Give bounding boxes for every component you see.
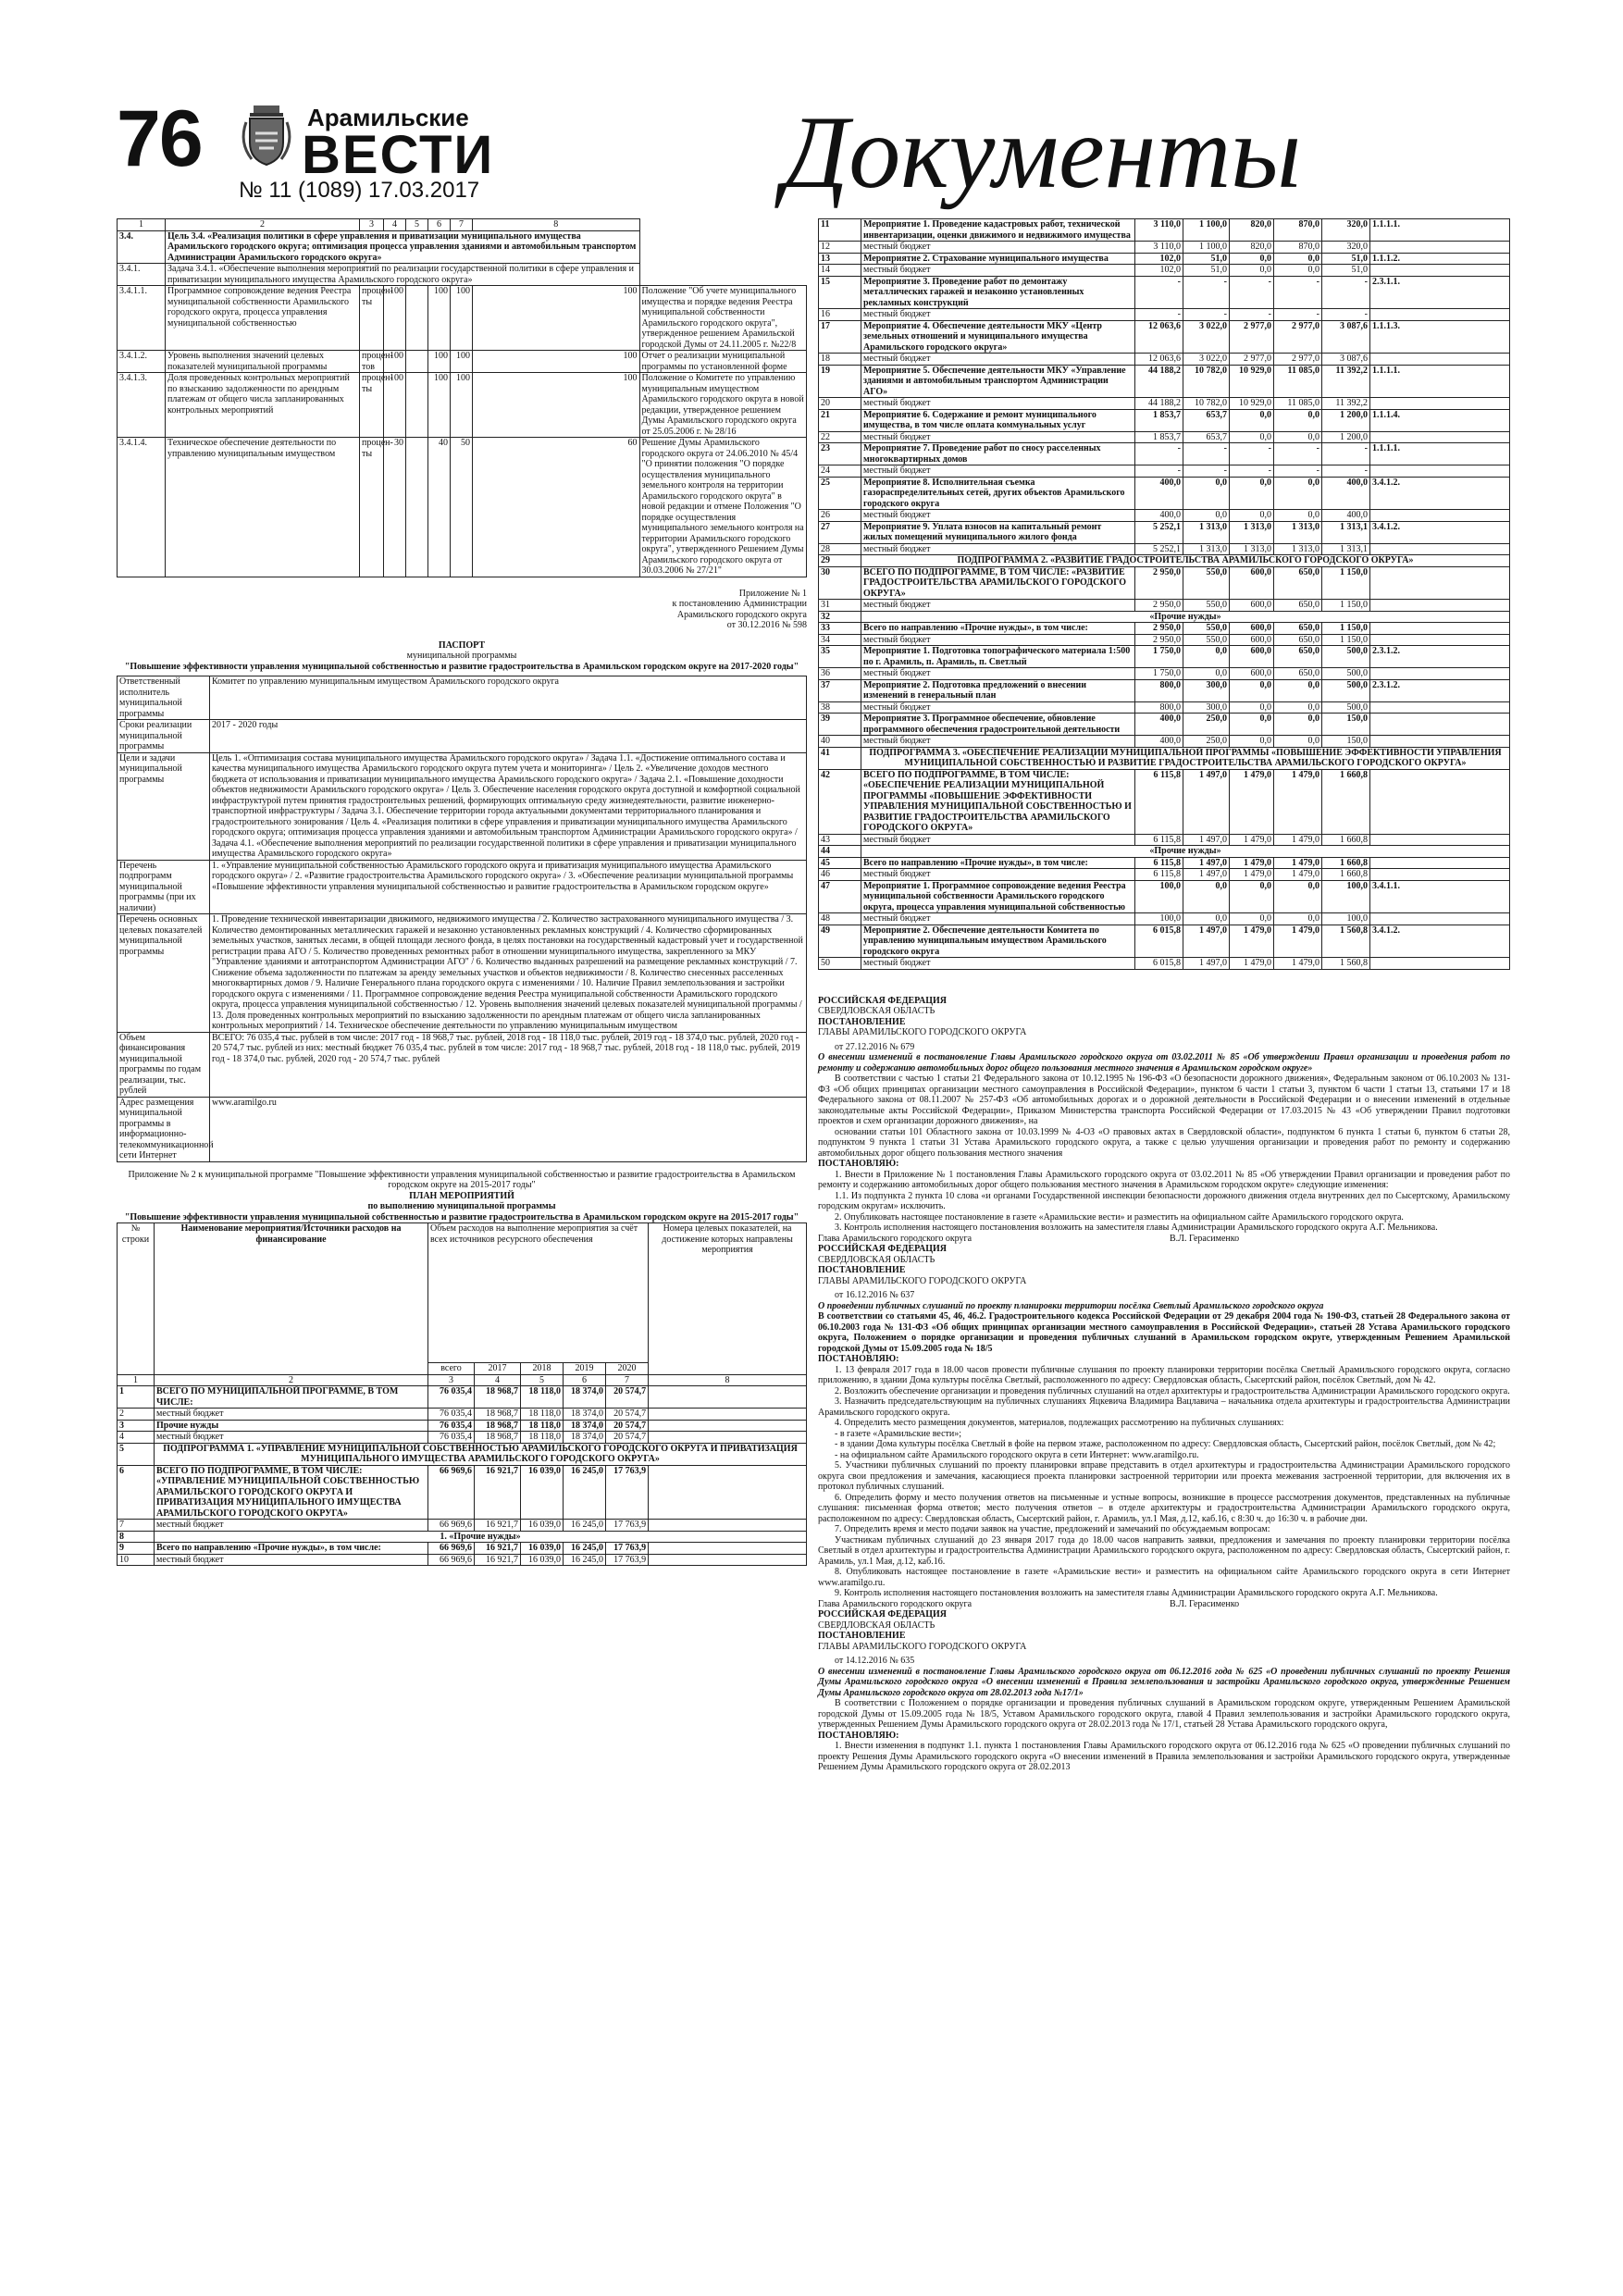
target-row: 3.4.1. Задача 3.4.1. «Обеспечение выполнения мероприятий по реализации государственной политики в сфере управления и приватизации муниципального имущества Арамильского городского округа» <box>118 264 807 286</box>
plan-colnum-row: 1 2 3 4 5 6 7 8 <box>118 1374 807 1386</box>
appendix2-note: Приложение № 2 к муниципальной программе "Повышение эффективности управления муниципальной собственностью и развитие градостроительства в Арамильском городском округе на 2015-2017 годы" <box>128 1169 796 1190</box>
plan-row: 29 ПОДПРОГРАММА 2. «РАЗВИТИЕ ГРАДОСТРОИТЕЛЬСТВА АРАМИЛЬСКОГО ГОРОДСКОГО ОКРУГА» <box>819 555 1510 567</box>
plan-row: 16 местный бюджет - - - - - <box>819 309 1510 321</box>
passport-row: Перечень подпрограмм муниципальной программы (при их наличии) 1. «Управление муниципальной собственностью Арамильского городского округа и приватизация муниципального имущества Арамильского городского округа» / 2. «Развитие градостроительства Арамильского городского округа» / 3. «Обеспечение реализации муниципальной программы «Повышение эффективности управления муниципальной собственностью и развитие градостроительства в Арамильском городском округе» <box>118 860 807 914</box>
decree-635: РОССИЙСКАЯ ФЕДЕРАЦИЯ СВЕРДЛОВСКАЯ ОБЛАСТЬ ПОСТАНОВЛЕНИЕ ГЛАВЫ АРАМИЛЬСКОГО ГОРОДСКОГО ОКРУГА от 14.12.2016 № 635 О внесении изменений в постановление Главы Арамильского городского округа от 06.12.2016 года № 625 «О проведении публичных слушаний по проекту Решения Думы Арамильского городского округа «О внесении изменений в Правила землепользования и застройки Арамильского городского округа, утвержденные Решением Думы Арамильского городского округа от 28.02.2013 года №17/1» В соответствии с Положением о порядке организации и проведения публичных слушаний в Арамильском городском округе, утвержденным Решением Арамильской городской Думы от 15.09.2005 года № 18/5, Уставом Арамильского городского округа, главой 4 Правил землепользования и застройки Арамильского городского округа, утвержденных Решением Думы Арамильского городского округа от 28.02.2013 года № 17/1, статьей 28 Устава Арамильского городского округа, ПОСТАНОВЛЯЮ: 1. Внести изменения в подпункт 1.1. пункта 1 постановления Главы Арамильского городского округа от 06.12.2016 года № 625 «О проведении публичных слушаний по проекту Решения Думы Арамильского городского округа «О внесении изменений в Правила землепользования и застройки Арамильского городского округа, утвержденные Решением Думы Арамильского городского округа от 28.02.2013 <box>818 1609 1510 1772</box>
section-title: Документы <box>783 95 1302 210</box>
plan-row: 42 ВСЕГО ПО ПОДПРОГРАММЕ, В ТОМ ЧИСЛЕ: «ОБЕСПЕЧЕНИЕ РЕАЛИЗАЦИИ МУНИЦИПАЛЬНОЙ ПРОГРАММЫ «ПОВЫШЕНИЕ ЭФФЕКТИВНОСТИ УПРАВЛЕНИЯ МУНИЦИПАЛЬНОЙ СОБСТВЕННОСТЬЮ И РАЗВИТИЕ ГРАДОСТРОИТЕЛЬСТВА АРАМИЛЬСКОГО ГОРОДСКОГО ОКРУГА» 6 115,8 1 497,0 1 479,0 1 479,0 1 660,8 <box>819 769 1510 834</box>
plan-row: 11 Мероприятие 1. Проведение кадастровых работ, технической инвентаризации, оценки движимого и недвижимого имущества 3 110,0 1 100,0 820,0 870,0 320,0 1.1.1.1. <box>819 219 1510 242</box>
plan-row: 2 местный бюджет 76 035,4 18 968,7 18 118,0 18 374,0 20 574,7 <box>118 1409 807 1421</box>
plan-table-left <box>117 1222 807 1566</box>
decree-679: РОССИЙСКАЯ ФЕДЕРАЦИЯ СВЕРДЛОВСКАЯ ОБЛАСТЬ ПОСТАНОВЛЕНИЕ ГЛАВЫ АРАМИЛЬСКОГО ГОРОДСКОГО ОКРУГА от 27.12.2016 № 679 О внесении изменений в постановление Главы Арамильского городского округа от 03.02.2011 № 85 «Об утверждении Правил организации и проведения работ по ремонту и содержанию автомобильных дорог общего пользования местного значения в Арамильском городском округе» В соответствии с частью 1 статьи 21 Федерального закона от 10.12.1995 № 196-ФЗ «О безопасности дорожного движения», Федеральным законом от 06.10.2003 № 131-ФЗ «Об общих принципах организации местного самоуправления в Российской Федерации», пунктом 6 части 1 статьи 3, пунктом 6 части 1 статьи 13, статьями 17 и 18 Федерального закона от 08.11.2007 № 257-ФЗ «Об автомобильных дорогах и о дорожной деятельности в Российской Федерации и о внесении изменений в отдельные законодательные акты Российской Федерации», Приказом Министерства транспорта Российской Федерации от 17.03.2015 № 43 «Об утверждении Правил подготовки проектов и схем организации дорожного движения», на основании статьи 101 Областного закона от 10.03.1999 № 4-ОЗ «О правовых актах в Свердловской области», подпунктом 6 пункта 1 статьи 6, пунктом 6 статьи 28, подпунктом 9 пункта 1 статьи 31 Устава Арамильского городского округа, а также с целью улучшения организации и проведения работ по ремонту и содержанию автомобильных дорог общего пользования местного значения ПОСТАНОВЛЯЮ: 1. Внести в Приложение № 1 постановления Главы Арамильского городского округа от 03.02.2011 № 85 «Об утверждении Правил организации и проведения работ по ремонту и содержанию автомобильных дорог общего пользования местного значения в Арамильском городском округе» следующие изменения: 1.1. Из подпункта 2 пункта 10 слова «и органами Государственной инспекции безопасности дорожного движения отдела внутренних дел по Сысертскому, Арамильскому городским округам» исключить. 2. Опубликовать настоящее постановление в газете «Арамильские вести» и разместить на официальном сайте Арамильского городского округа. 3. Контроль исполнения настоящего постановления возложить на заместителя главы Администрации Арамильского городского округа А.Г. Мельникова. Глава Арамильского городского округа В.Л. Герасименко <box>818 995 1510 1244</box>
plan-row: 9 Всего по направлению «Прочие нужды», в том числе: 66 969,6 16 921,7 16 039,0 16 245,0 17 763,9 <box>118 1543 807 1555</box>
passport-subtitle: муниципальной программы <box>406 651 517 661</box>
plan-row: 26 местный бюджет 400,0 0,0 0,0 0,0 400,0 <box>819 510 1510 522</box>
plan-row: 28 местный бюджет 5 252,1 1 313,0 1 313,0 1 313,0 1 313,1 <box>819 543 1510 555</box>
plan-row: 30 ВСЕГО ПО ПОДПРОГРАММЕ, В ТОМ ЧИСЛЕ: «РАЗВИТИЕ ГРАДОСТРОИТЕЛЬСТВА АРАМИЛЬСКОГО ГОРОДСКОГО ОКРУГА» 2 950,0 550,0 600,0 650,0 1 150,0 <box>819 566 1510 600</box>
plan-row: 47 Мероприятие 1. Программное сопровождение ведения Реестра муниципальной собственности Арамильского городского округа, процесса управления муниципальной собственностью 100,0 0,0 0,0 0,0 100,0 3.4.1.1. <box>819 880 1510 913</box>
plan-row: 17 Мероприятие 4. Обеспечение деятельности МКУ «Центр земельных отношений и муниципального имущества Арамильского городского округа» 12 063,6 3 022,0 2 977,0 2 977,0 3 087,6 1.1.1.3. <box>819 320 1510 354</box>
table-header: 1 2 3 4 5 6 7 8 <box>118 219 807 231</box>
plan-row: 3 Прочие нужды 76 035,4 18 968,7 18 118,0 18 374,0 20 574,7 <box>118 1420 807 1432</box>
appendix1-note: Приложение № 1 к постановлению Администрации Арамильского городского округа от 30.12.2016 № 598 <box>672 588 807 630</box>
plan-row: 32 «Прочие нужды» <box>819 611 1510 623</box>
plan-title: ПЛАН МЕРОПРИЯТИЙ <box>409 1190 514 1201</box>
plan-row: 36 местный бюджет 1 750,0 0,0 600,0 650,0 500,0 <box>819 668 1510 680</box>
plan-row: 7 местный бюджет 66 969,6 16 921,7 16 039,0 16 245,0 17 763,9 <box>118 1520 807 1532</box>
plan-row: 44 «Прочие нужды» <box>819 846 1510 858</box>
passport-row: Адрес размещения муниципальной программы в информационно-телекоммуникационной сети Интернет www.aramilgo.ru <box>118 1097 807 1161</box>
plan-row: 1 ВСЕГО ПО МУНИЦИПАЛЬНОЙ ПРОГРАММЕ, В ТОМ ЧИСЛЕ: 76 035,4 18 968,7 18 118,0 18 374,0 20 574,7 <box>118 1386 807 1409</box>
plan-row: 48 местный бюджет 100,0 0,0 0,0 0,0 100,0 <box>819 913 1510 925</box>
passport-row: Ответственный исполнитель муниципальной программы Комитет по управлению муниципальным имуществом Арамильского городского округа <box>118 676 807 720</box>
plan-row: 38 местный бюджет 800,0 300,0 0,0 0,0 500,0 <box>819 701 1510 714</box>
targets-table <box>117 218 807 577</box>
target-row: 3.4. Цель 3.4. «Реализация политики в сфере управления и приватизации муниципального имущества Арамильского городского округа; оптимизация процесса управления зданиями и автомобильным транспортом Администрации Арамильского городского округа» <box>118 230 807 264</box>
passport-table <box>117 676 807 1162</box>
plan-row: 6 ВСЕГО ПО ПОДПРОГРАММЕ, В ТОМ ЧИСЛЕ: «УПРАВЛЕНИЕ МУНИЦИПАЛЬНОЙ СОБСТВЕННОСТЬЮ АРАМИЛЬСКОГО ГОРОДСКОГО ОКРУГА И ПРИВАТИЗАЦИЯ МУНИЦИПАЛЬНОГО ИМУЩЕСТВА АРАМИЛЬСКОГО ГОРОДСКОГО ОКРУГА» 66 969,6 16 921,7 16 039,0 16 245,0 17 763,9 <box>118 1465 807 1520</box>
issue-number: № 11 (1089) 17.03.2017 <box>239 178 480 203</box>
plan-row: 13 Мероприятие 2. Страхование муниципального имущества 102,0 51,0 0,0 0,0 51,0 1.1.1.2. <box>819 253 1510 265</box>
plan-row: 27 Мероприятие 9. Уплата взносов на капитальный ремонт жилых помещений муниципального жилого фонда 5 252,1 1 313,0 1 313,0 1 313,0 1 313,1 3.4.1.2. <box>819 521 1510 543</box>
plan-row: 18 местный бюджет 12 063,6 3 022,0 2 977,0 2 977,0 3 087,6 <box>819 354 1510 366</box>
plan-row: 37 Мероприятие 2. Подготовка предложений о внесении изменений в генеральный план 800,0 300,0 0,0 0,0 500,0 2.3.1.2. <box>819 679 1510 701</box>
passport-row: Цели и задачи муниципальной программы Цель 1. «Оптимизация состава муниципального имущества Арамильского городского округа» / Задача 1.1. «Достижение оптимального состава и качества муниципального имущества Арамильского городского округа путем учета и мониторинга» / Цель 2. «Увеличение доходов местного бюджета от использования и приватизации муниципального имущества Арамильского городского округа» / Задача 2.1. «Повышение доходности объектов недвижимости Арамильского городского округа» / Цель 3. Обеспечение населения городского округа доступной и комфортной социальной инфраструктурой путем принятия градостроительных решений, формирующих оптимальную среду жизнедеятельности, развитие инженерно-транспортной инфраструктуры / Задача 3.1. Обеспечение территории города актуальными документами территориального планирования и градостроительного зонирования / Цель 4. «Реализация политики в сфере управления и приватизации муниципального имущества Арамильского городского округа; оптимизация процесса управления зданиями и автомобильным транспортом Администрации Арамильского городского округа» / Задача 4.1. «Обеспечение выполнения мероприятий по реализации государственной политики в сфере управления и приватизации муниципального имущества Арамильского городского округа» <box>118 752 807 860</box>
plan-row: 50 местный бюджет 6 015,8 1 497,0 1 479,0 1 479,0 1 560,8 <box>819 958 1510 970</box>
plan-row: 46 местный бюджет 6 115,8 1 497,0 1 479,0 1 479,0 1 660,8 <box>819 869 1510 881</box>
page-number: 76 <box>117 94 202 183</box>
newspaper-name-top: Арамильские <box>307 104 469 131</box>
signer-name: В.Л. Герасименко <box>1170 1598 1240 1609</box>
target-row: 3.4.1.1. Программное сопровождение ведения Реестра муниципальной собственности Арамильского городского округа, процесса управления муниципальной собственностью процен-ты 100 100 100 100 Положение "Об учете муниципального имущества и порядке ведения Реестра муниципальной собственности Арамильского городского округа", утвержденное решением Арамильской городской Думы от 24.11.2005 г. №22/8 <box>118 286 807 351</box>
plan-row: 40 местный бюджет 400,0 250,0 0,0 0,0 150,0 <box>819 736 1510 748</box>
plan-row: 10 местный бюджет 66 969,6 16 921,7 16 039,0 16 245,0 17 763,9 <box>118 1554 807 1566</box>
plan-row: 25 Мероприятие 8. Исполнительная съемка газораспределительных сетей, других объектов Арамильского городского округа 400,0 0,0 0,0 0,0 400,0 3.4.1.2. <box>819 477 1510 510</box>
coat-of-arms-icon <box>233 105 300 167</box>
decree-title: О внесении изменений в постановление Главы Арамильского городского округа от 06.12.2016 года № 625 «О проведении публичных слушаний по проекту Решения Думы Арамильского городского округа «О внесении изменений в Правила землепользования и застройки Арамильского городского округа, утвержденные Решением Думы Арамильского городского округа от 28.02.2013 года №17/1» <box>818 1666 1510 1698</box>
page-header <box>117 94 1302 210</box>
decree-date: от 16.12.2016 № 637 <box>835 1290 915 1300</box>
decree-date: от 14.12.2016 № 635 <box>835 1656 915 1666</box>
plan-row: 39 Мероприятие 3. Программное обеспечение, обновление программного обеспечения градостроительной деятельности 400,0 250,0 0,0 0,0 150,0 <box>819 714 1510 736</box>
plan-row: 31 местный бюджет 2 950,0 550,0 600,0 650,0 1 150,0 <box>819 600 1510 612</box>
decree-637: РОССИЙСКАЯ ФЕДЕРАЦИЯ СВЕРДЛОВСКАЯ ОБЛАСТЬ ПОСТАНОВЛЕНИЕ ГЛАВЫ АРАМИЛЬСКОГО ГОРОДСКОГО ОКРУГА от 16.12.2016 № 637 О проведении публичных слушаний по проекту планировки территории посёлка Светлый Арамильского городского округа В соответствии со статьями 45, 46, 46.2. Градостроительного кодекса Российской Федерации от 29 декабря 2004 года № 190-ФЗ, статьей 28 Федерального закона от 06.10.2003 года № 131-ФЗ «Об общих принципах организации местного самоуправления в Российской Федерации», статьей 28 Устава Арамильского городского округа, Положением о порядке организации и проведения публичных слушаний в Арамильском городском округе, утвержденным Решением Арамильской городской Думы от 15.09.2005 года № 18/5 ПОСТАНОВЛЯЮ: 1. 13 февраля 2017 года в 18.00 часов провести публичные слушания по проекту планировки территории посёлка Светлый Арамильского городского округа, согласно приложению, в здании Дома культуры посёлка Светлый, расположенного по адресу: Свердловская область, Сысертский район, посёлок Светлый, дом № 42. 2. Возложить обеспечение организации и проведения публичных слушаний на отдел архитектуры и градостроительства Администрации Арамильского городского округа. 3. Назначить председательствующим на публичных слушаниях Яцкевича Владимира Вацлавича – начальника отдела архитектуры и градостроительства Администрации Арамильского городского округа. 4. Определить место размещения документов, материалов, подлежащих рассмотрению на публичных слушаниях: - в газете «Арамильские вести»; - в здании Дома культуры посёлка Светлый в фойе на первом этаже, расположенном по адресу: Свердловская область, Сысертский район, посёлок Светлый, дом № 42; - на официальном сайте Арамильского городского округа в сети Интернет: www.aramilgo.ru. 5. Участники публичных слушаний по проекту планировки вправе представить в отдел архитектуры и градостроительства Администрации Арамильского городского округа свои предложения и замечания, касающиеся проекта планировки застроенной территории или проекта межевания застроенной территории, для включения их в протокол публичных слушаний. 6. Определить форму и место получения ответов на письменные и устные вопросы, возникшие в процессе рассмотрения документов, представленных на публичные слушания: письменная форма ответов; место получения ответов – в отделе архитектуры и градостроительства Администрации Арамильского городского округа, расположенном по адресу: Свердловская область, Сысертский район, г. Арамиль, ул.1 Мая, д.12, каб.16, с 8:30 ч. до 16:30 ч. в рабочие дни. 7. Определить время и место подачи заявок на участие, предложений и замечаний по обсуждаемым вопросам: Участникам публичных слушаний до 23 января 2017 года до 18.00 часов направить заявки, предложения и замечания по проекту планировки территории посёлка Светлый в отдел архитектуры и градостроительства Администрации Арамильского городского округа, расположенном по адресу: Свердловская область, Сысертский район, г. Арамиль, ул.1 Мая, д.12, каб.16. 8. Опубликовать настоящее постановление в газете «Арамильские вести» и разместить на официальном сайте Арамильского городского округа в сети Интернет www.aramilgo.ru. 9. Контроль исполнения настоящего постановления возложить на заместителя главы Администрации Арамильского городского округа А.Г. Мельникова. Глава Арамильского городского округа В.Л. Герасименко <box>818 1244 1510 1609</box>
passport-row: Сроки реализации муниципальной программы 2017 - 2020 годы <box>118 720 807 753</box>
plan-row: 14 местный бюджет 102,0 51,0 0,0 0,0 51,0 <box>819 265 1510 277</box>
passport-program-name: "Повышение эффективности управления муниципальной собственностью и развитие градостроительства в Арамильском городском округе на 2017-2020 годы" <box>124 661 799 672</box>
plan-row: 20 местный бюджет 44 188,2 10 782,0 10 929,0 11 085,0 11 392,2 <box>819 398 1510 410</box>
plan-row: 49 Мероприятие 2. Обеспечение деятельности Комитета по управлению муниципальным имуществом Арамильского городского округа 6 015,8 1 497,0 1 479,0 1 479,0 1 560,8 3.4.1.2. <box>819 925 1510 958</box>
newspaper-name-main: ВЕСТИ <box>302 125 495 185</box>
right-column <box>818 218 1510 1773</box>
plan-row: 43 местный бюджет 6 115,8 1 497,0 1 479,0 1 479,0 1 660,8 <box>819 834 1510 846</box>
plan-row: 45 Всего по направлению «Прочие нужды», в том числе: 6 115,8 1 497,0 1 479,0 1 479,0 1 660,8 <box>819 857 1510 869</box>
passport-row: Перечень основных целевых показателей муниципальной программы 1. Проведение технической инвентаризации движимого, недвижимого имущества / 2. Количество застрахованного муниципального имущества / 3. Количество демонтированных металлических гаражей и незаконно установленных рекламных конструкций / 4. Количество сформированных земельных участков, занятых лесами, в общей площади лесного фонда, в целях постановки на государственный кадастровый учет и государственной регистрации права АГО / 5. Количество проведенных ремонтных работ в отношении муниципального имущества, закрепленного за МКУ "Управление зданиями и автотранспортом Администрации АГО" / 6. Количество выданных разрешений на размещение рекламных конструкций / 7. Снижение объема задолженности по платежам за аренду земельных участков и объектов недвижимости / 8. Количество снесенных расселенных многоквартирных домов / 9. Наличие Генерального плана городского округа с изменениями / 10. Наличие Правил землепользования и застройки городского округа с изменениями / 11. Программное сопровождение ведения Реестра муниципальной собственности Арамильского городского округа, процесса управления муниципальной собственностью / 12. Уровень выполнения значений целевых показателей муниципальной программы / 13. Доля проведенных контрольных мероприятий по взысканию задолженности по арендным платежам от общего числа запланированных контрольных мероприятий / 14. Техническое обеспечение деятельности по управлению муниципальным имуществом <box>118 914 807 1033</box>
plan-row: 19 Мероприятие 5. Обеспечение деятельности МКУ «Управление зданиями и автомобильным транспортом Администрации АГО» 44 188,2 10 782,0 10 929,0 11 085,0 11 392,2 1.1.1.1. <box>819 365 1510 398</box>
decree-title: О внесении изменений в постановление Главы Арамильского городского округа от 03.02.2011 № 85 «Об утверждении Правил организации и проведения работ по ремонту и содержанию автомобильных дорог общего пользования местного значения в Арамильском городском округе» <box>818 1052 1510 1074</box>
plan-row: 12 местный бюджет 3 110,0 1 100,0 820,0 870,0 320,0 <box>819 242 1510 254</box>
plan-row: 8 1. «Прочие нужды» <box>118 1531 807 1543</box>
plan-row: 35 Мероприятие 1. Подготовка топографического материала 1:500 по г. Арамиль, п. Арамиль, п. Светлый 1 750,0 0,0 600,0 650,0 500,0 2.3.1.2. <box>819 646 1510 668</box>
left-column <box>117 218 807 1566</box>
decree-date: от 27.12.2016 № 679 <box>835 1041 915 1052</box>
plan-row: 15 Мероприятие 3. Проведение работ по демонтажу металлических гаражей и незаконно установленных рекламных конструкций - - - - - 2.3.1.1. <box>819 276 1510 309</box>
plan-table-right <box>818 218 1510 970</box>
decree-title: О проведении публичных слушаний по проекту планировки территории посёлка Светлый Арамильского городского округа <box>818 1300 1324 1311</box>
plan-subtitle: по выполнению муниципальной программы <box>367 1201 556 1211</box>
plan-program-name: "Повышение эффективности управления муниципальной собственностью и развитие градостроительства в Арамильском городском округе на 2015-2017 годы" <box>124 1211 799 1222</box>
plan-row: 41 ПОДПРОГРАММА 3. «ОБЕСПЕЧЕНИЕ РЕАЛИЗАЦИИ МУНИЦИПАЛЬНОЙ ПРОГРАММЫ «ПОВЫШЕНИЕ ЭФФЕКТИВНОСТИ УПРАВЛЕНИЯ МУНИЦИПАЛЬНОЙ СОБСТВЕННОСТЬЮ И РАЗВИТИЕ ГРАДОСТРОИТЕЛЬСТВА АРАМИЛЬСКОГО ГОРОДСКОГО ОКРУГА» <box>819 747 1510 769</box>
plan-header-row: № строки Наименование мероприятия/Источники расходов на финансирование Объем расходов на выполнение мероприятия за счёт всех источников ресурсного обеспечения Номера целевых показателей, на достижение которых направлены мероприятия <box>118 1223 807 1363</box>
plan-row: 34 местный бюджет 2 950,0 550,0 600,0 650,0 1 150,0 <box>819 634 1510 646</box>
target-row: 3.4.1.4. Техническое обеспечение деятельности по управлению муниципальным имуществом процен-ты 30 40 50 60 Решение Думы Арамильского городского округа от 24.06.2010 № 45/4 "О принятии положения "О порядке осуществления муниципального земельного контроля на территории Арамильского городского округа" в новой редакции и отмене Положения "О порядке осуществления муниципального земельного контроля на территории Арамильского городского округа", утвержденного Решением Думы Арамильского городского округа от 30.03.2006 № 27/21" <box>118 438 807 577</box>
signer-name: В.Л. Герасименко <box>1170 1233 1240 1244</box>
plan-row: 4 местный бюджет 76 035,4 18 968,7 18 118,0 18 374,0 20 574,7 <box>118 1432 807 1444</box>
plan-years-row: всего 2017 2018 2019 2020 <box>118 1363 807 1375</box>
plan-row: 21 Мероприятие 6. Содержание и ремонт муниципального имущества, в том числе оплата коммунальных услуг 1 853,7 653,7 0,0 0,0 1 200,0 1.1.1.4. <box>819 409 1510 431</box>
plan-row: 22 местный бюджет 1 853,7 653,7 0,0 0,0 1 200,0 <box>819 431 1510 443</box>
passport-title: ПАСПОРТ <box>438 639 486 651</box>
plan-row: 23 Мероприятие 7. Проведение работ по сносу расселенных многоквартирных домов - - - - - 1.1.1.1. <box>819 443 1510 465</box>
plan-row: 5 ПОДПРОГРАММА 1. «УПРАВЛЕНИЕ МУНИЦИПАЛЬНОЙ СОБСТВЕННОСТЬЮ АРАМИЛЬСКОГО ГОРОДСКОГО ОКРУГА И ПРИВАТИЗАЦИЯ МУНИЦИПАЛЬНОГО ИМУЩЕСТВА АРАМИЛЬСКОГО ГОРОДСКОГО ОКРУГА» <box>118 1443 807 1465</box>
plan-row: 24 местный бюджет - - - - - <box>819 465 1510 478</box>
target-row: 3.4.1.3. Доля проведенных контрольных мероприятий по взысканию задолженности по арендным платежам от общего числа запланированных контрольных мероприятий процен-ты 100 100 100 100 Положение о Комитете по управлению муниципальным имуществом Арамильского городского округа в новой редакции, утвержденное решением Думы Арамильского городского округа от 25.05.2006 г. № 28/16 <box>118 373 807 438</box>
passport-row: Объем финансирования муниципальной программы по годам реализации, тыс. рублей ВСЕГО: 76 035,4 тыс. рублей в том числе: 2017 год - 18 968,7 тыс. рублей, 2018 год - 18 118,0 тыс. рублей, 2019 год - 18 374,0 тыс. рублей, 2020 год - 20 574,7 тыс. рублей из них: местный бюджет 76 035,4 тыс. рублей в том числе: 2017 год - 18 968,7 тыс. рублей, 2018 год - 18 118,0 тыс. рублей, 2019 год - 18 374,0 тыс. рублей, 2020 год - 20 574,7 тыс. рублей <box>118 1032 807 1097</box>
target-row: 3.4.1.2. Уровень выполнения значений целевых показателей муниципальной программы процен-тов 100 100 100 100 Отчет о реализации муниципальной программы по установленной форме <box>118 351 807 373</box>
plan-row: 33 Всего по направлению «Прочие нужды», в том числе: 2 950,0 550,0 600,0 650,0 1 150,0 <box>819 623 1510 635</box>
